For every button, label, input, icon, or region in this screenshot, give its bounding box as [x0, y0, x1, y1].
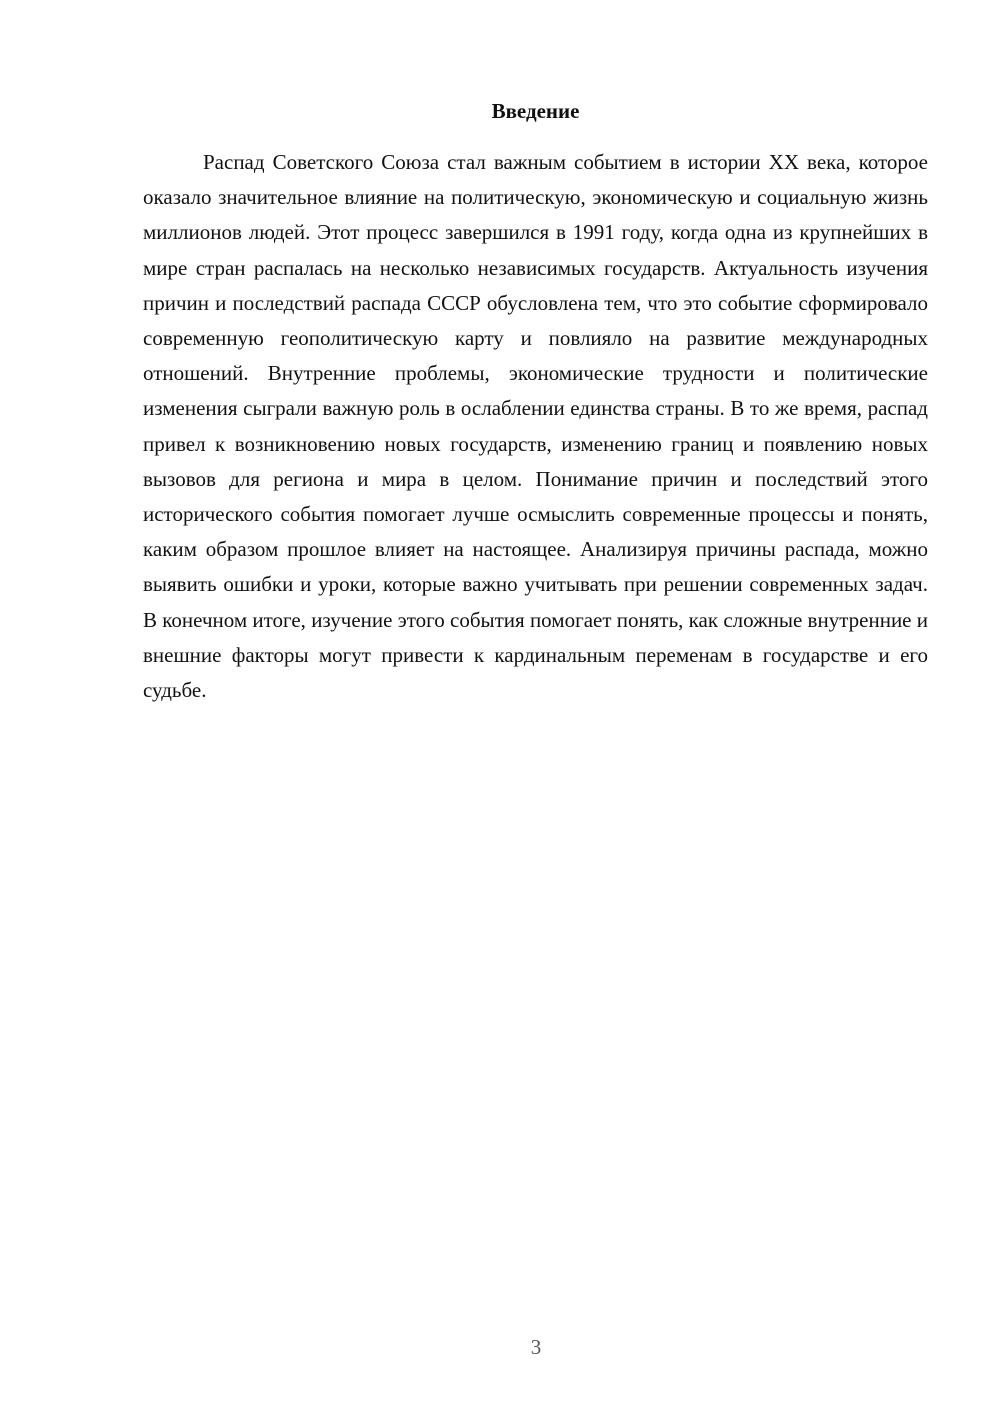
page-number: 3 [530, 1335, 542, 1359]
body-paragraph: Распад Советского Союза стал важным событием в истории XX века, которое оказало значительное влияние на политическую, экономическую и социальную жизнь миллионов людей. Этот процесс завершился в 1991 году, когда одна из крупнейших в мире стран распалась на несколько независимых государств. Актуальность изучения причин и последствий распада СССР обусловлена тем, что это событие сформировало современную геополитическую карту и повлияло на развитие международных отношений. Внутренние проблемы, экономические трудности и политические изменения сыграли важную роль в ослаблении единства страны. В то же время, распад привел к возникновению новых государств, изменению границ и появлению новых вызовов для региона и мира в целом. Понимание причин и последствий этого исторического события помогает лучше осмыслить современные процессы и понять, каким образом прошлое влияет на настоящее. Анализируя причины распада, можно выявить ошибки и уроки, которые важно учитывать при решении современных задач. В конечном итоге, изучение этого события помогает понять, как сложные внутренние и внешние факторы могут привести к кардинальным переменам в государстве и его судьбе. [143, 150, 928, 703]
section-heading: Введение [491, 99, 580, 123]
